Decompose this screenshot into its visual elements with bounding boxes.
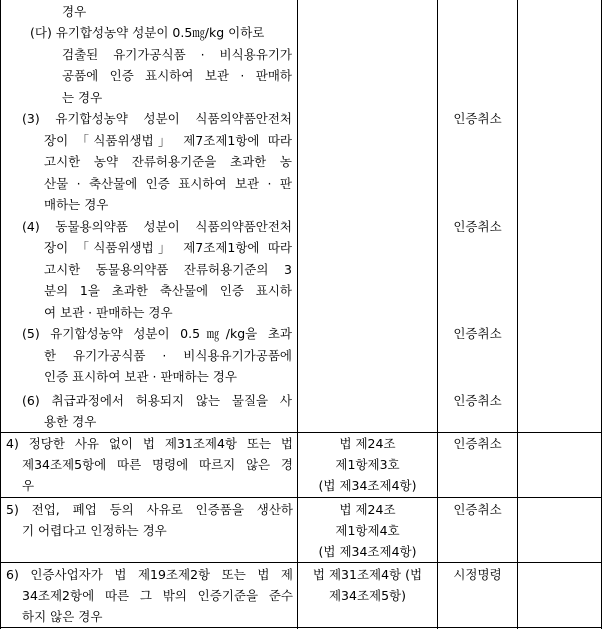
column-divider-remark (517, 0, 518, 629)
row-4-action: 인증취소 (453, 436, 502, 451)
row-6-action: 시정명령 (453, 567, 502, 582)
item-5-action: 인증취소 (453, 326, 502, 341)
column-divider-action (437, 0, 438, 629)
item-3-action: 인증취소 (453, 111, 502, 126)
dangling-line: 경우 (62, 4, 87, 19)
item-6-action: 인증취소 (453, 393, 502, 408)
table-border-right (601, 0, 602, 629)
table-border-left (0, 0, 1, 629)
row-divider (0, 497, 602, 498)
row-5-action: 인증취소 (453, 502, 502, 517)
item-4-action: 인증취소 (453, 219, 502, 234)
